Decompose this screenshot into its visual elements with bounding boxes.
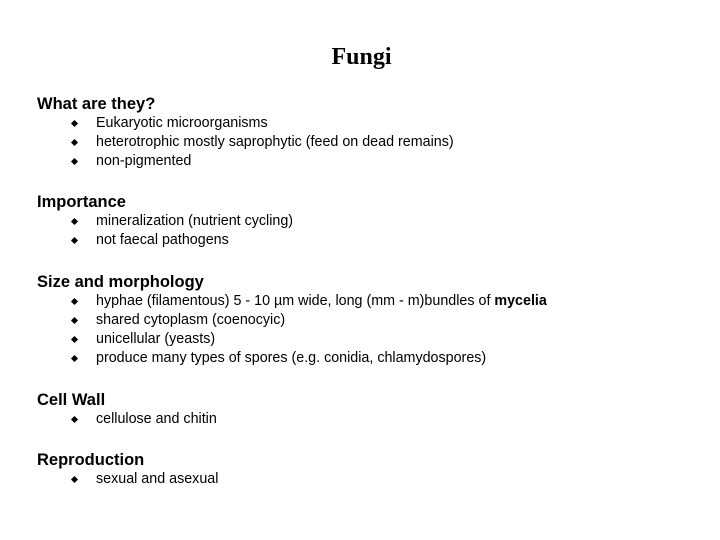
section-heading: Size and morphology <box>37 273 204 291</box>
list-item <box>37 152 707 171</box>
list-item <box>37 212 707 231</box>
list-item <box>37 311 707 330</box>
list-item-text: Eukaryotic microorganisms <box>96 115 268 131</box>
diamond-bullet-icon <box>71 158 78 165</box>
bullet-list <box>37 470 707 489</box>
list-item <box>37 470 707 489</box>
section-heading: Reproduction <box>37 451 145 469</box>
list-item <box>37 231 707 250</box>
list-item <box>37 349 707 368</box>
title-text: Fungi <box>331 44 392 70</box>
list-item-text: mineralization (nutrient cycling) <box>96 213 294 229</box>
list-item <box>37 114 707 133</box>
diamond-bullet-icon <box>71 355 78 362</box>
section-what-are-they <box>37 94 707 171</box>
section-importance <box>37 192 707 250</box>
list-item <box>37 330 707 349</box>
bullet-list <box>37 114 707 171</box>
diamond-bullet-icon <box>71 416 78 423</box>
list-item-text: heterotrophic mostly saprophytic (feed on dead remains) <box>96 134 454 150</box>
section-cell-wall <box>37 390 707 429</box>
diamond-bullet-icon <box>71 237 78 244</box>
section-heading: Importance <box>37 193 126 211</box>
bullet-list <box>37 212 707 250</box>
list-item <box>37 410 707 429</box>
list-item-text: shared cytoplasm (coenocyic) <box>96 312 286 328</box>
page-title <box>0 44 720 71</box>
diamond-bullet-icon <box>71 218 78 225</box>
diamond-bullet-icon <box>71 298 78 305</box>
list-item <box>37 292 707 311</box>
diamond-bullet-icon <box>71 336 78 343</box>
diamond-bullet-icon <box>71 120 78 127</box>
section-heading: Cell Wall <box>37 391 106 409</box>
list-item-text: not faecal pathogens <box>96 232 229 248</box>
diamond-bullet-icon <box>71 317 78 324</box>
list-item-text: sexual and asexual <box>96 471 219 487</box>
section-heading: What are they? <box>37 95 156 113</box>
list-item-text: hyphae (filamentous) 5 - 10 µm wide, long (mm - m)bundles of <box>96 293 495 309</box>
section-reproduction <box>37 450 707 489</box>
bullet-list <box>37 410 707 429</box>
list-item-text: produce many types of spores (e.g. conidia, chlamydospores) <box>96 350 487 366</box>
diamond-bullet-icon <box>71 139 78 146</box>
emphasis-text: mycelia <box>494 293 547 309</box>
list-item-text: unicellular (yeasts) <box>96 331 216 347</box>
list-item <box>37 133 707 152</box>
diamond-bullet-icon <box>71 476 78 483</box>
list-item-text: cellulose and chitin <box>96 411 217 427</box>
bullet-list <box>37 292 707 368</box>
list-item-text: non-pigmented <box>96 153 192 169</box>
section-size-and-morphology <box>37 272 707 368</box>
